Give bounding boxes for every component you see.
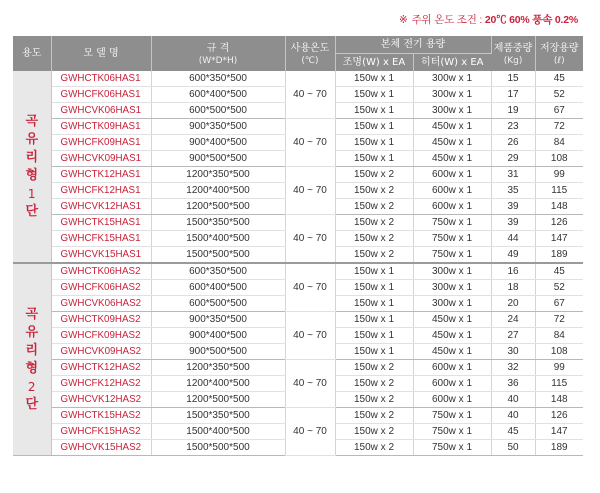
weight-cell: 49 (491, 247, 535, 264)
storage-capacity-cell: 115 (535, 183, 583, 199)
storage-capacity-cell: 108 (535, 151, 583, 167)
size-cell: 1500*500*500 (151, 440, 285, 456)
weight-cell: 27 (491, 328, 535, 344)
storage-capacity-cell: 148 (535, 392, 583, 408)
light-capacity-cell: 150w x 2 (335, 360, 413, 376)
table-row (13, 263, 583, 280)
temp-range-cell: 40 ~ 70 (285, 71, 335, 119)
heater-capacity-cell: 300w x 1 (413, 296, 491, 312)
size-cell: 600*500*500 (151, 103, 285, 119)
weight-cell: 44 (491, 231, 535, 247)
weight-cell: 16 (491, 263, 535, 280)
use-category-char: 곡 (25, 306, 39, 322)
use-category-char: 곡 (25, 113, 39, 129)
size-cell: 1500*400*500 (151, 424, 285, 440)
header-model: 모 델 명 (51, 36, 151, 71)
size-cell: 900*500*500 (151, 151, 285, 167)
use-category-char: 리 (25, 342, 39, 358)
light-capacity-cell: 150w x 2 (335, 424, 413, 440)
model-name-cell: GWHCTK12HAS1 (51, 167, 151, 183)
model-name-cell: GWHCVK06HAS2 (51, 296, 151, 312)
use-category-char: 리 (25, 149, 39, 165)
light-capacity-cell: 150w x 1 (335, 87, 413, 103)
heater-capacity-cell: 300w x 1 (413, 280, 491, 296)
size-cell: 1500*350*500 (151, 215, 285, 231)
size-cell: 1500*350*500 (151, 408, 285, 424)
table-row (13, 215, 583, 231)
storage-capacity-cell: 126 (535, 215, 583, 231)
header-weight: 제품중량 (Kg) (491, 36, 535, 71)
storage-capacity-cell: 67 (535, 103, 583, 119)
storage-capacity-cell: 99 (535, 360, 583, 376)
storage-capacity-cell: 45 (535, 71, 583, 87)
header-size-unit: (W*D*H) (198, 55, 238, 66)
size-cell: 1200*500*500 (151, 199, 285, 215)
light-capacity-cell: 150w x 1 (335, 135, 413, 151)
model-name-cell: GWHCTK12HAS2 (51, 360, 151, 376)
weight-cell: 36 (491, 376, 535, 392)
model-name-cell: GWHCFK12HAS1 (51, 183, 151, 199)
header-light: 조명(W) x EA (335, 54, 413, 72)
size-cell: 1500*500*500 (151, 247, 285, 264)
size-cell: 600*350*500 (151, 263, 285, 280)
light-capacity-cell: 150w x 1 (335, 151, 413, 167)
spec-table (13, 36, 583, 456)
light-capacity-cell: 150w x 2 (335, 376, 413, 392)
size-cell: 1500*400*500 (151, 231, 285, 247)
use-category-char: 단 (25, 396, 39, 412)
storage-capacity-cell: 147 (535, 231, 583, 247)
light-capacity-cell: 150w x 1 (335, 263, 413, 280)
size-cell: 900*500*500 (151, 344, 285, 360)
header-size: 규 격 (W*D*H) (151, 36, 285, 71)
size-cell: 1200*350*500 (151, 167, 285, 183)
storage-capacity-cell: 148 (535, 199, 583, 215)
weight-cell: 30 (491, 344, 535, 360)
light-capacity-cell: 150w x 1 (335, 103, 413, 119)
weight-cell: 23 (491, 119, 535, 135)
light-capacity-cell: 150w x 2 (335, 231, 413, 247)
light-capacity-cell: 150w x 1 (335, 344, 413, 360)
storage-capacity-cell: 72 (535, 119, 583, 135)
light-capacity-cell: 150w x 2 (335, 199, 413, 215)
model-name-cell: GWHCVK15HAS2 (51, 440, 151, 456)
size-cell: 1200*350*500 (151, 360, 285, 376)
temp-range-cell: 40 ~ 70 (285, 408, 335, 456)
heater-capacity-cell: 300w x 1 (413, 263, 491, 280)
use-category-char: 2 (27, 379, 36, 394)
model-name-cell: GWHCVK09HAS1 (51, 151, 151, 167)
weight-cell: 26 (491, 135, 535, 151)
ambient-condition-note (399, 12, 578, 27)
weight-cell: 18 (491, 280, 535, 296)
use-category-char: 유 (25, 131, 39, 147)
note-label: 주위 온도 조건 : (411, 14, 485, 26)
weight-cell: 35 (491, 183, 535, 199)
header-use: 용도 (13, 36, 51, 71)
heater-capacity-cell: 750w x 1 (413, 408, 491, 424)
model-name-cell: GWHCTK06HAS1 (51, 71, 151, 87)
storage-capacity-cell: 147 (535, 424, 583, 440)
size-cell: 900*350*500 (151, 312, 285, 328)
size-cell: 600*400*500 (151, 87, 285, 103)
table-row (13, 408, 583, 424)
model-name-cell: GWHCFK12HAS2 (51, 376, 151, 392)
size-cell: 1200*500*500 (151, 392, 285, 408)
light-capacity-cell: 150w x 1 (335, 296, 413, 312)
model-name-cell: GWHCFK09HAS2 (51, 328, 151, 344)
model-name-cell: GWHCTK09HAS2 (51, 312, 151, 328)
heater-capacity-cell: 450w x 1 (413, 119, 491, 135)
table-row (13, 167, 583, 183)
storage-capacity-cell: 99 (535, 167, 583, 183)
weight-cell: 45 (491, 424, 535, 440)
use-category-char: 단 (25, 203, 39, 219)
model-name-cell: GWHCVK12HAS2 (51, 392, 151, 408)
heater-capacity-cell: 300w x 1 (413, 87, 491, 103)
heater-capacity-cell: 600w x 1 (413, 376, 491, 392)
light-capacity-cell: 150w x 1 (335, 119, 413, 135)
model-name-cell: GWHCFK09HAS1 (51, 135, 151, 151)
heater-capacity-cell: 450w x 1 (413, 344, 491, 360)
light-capacity-cell: 150w x 2 (335, 440, 413, 456)
model-name-cell: GWHCTK15HAS1 (51, 215, 151, 231)
weight-cell: 31 (491, 167, 535, 183)
table-header (13, 36, 583, 71)
model-name-cell: GWHCFK06HAS1 (51, 87, 151, 103)
use-category-char: 1 (27, 186, 36, 201)
section-2-body (13, 263, 583, 456)
size-cell: 900*400*500 (151, 135, 285, 151)
heater-capacity-cell: 600w x 1 (413, 183, 491, 199)
light-capacity-cell: 150w x 2 (335, 392, 413, 408)
section-1-body (13, 71, 583, 263)
model-name-cell: GWHCVK09HAS2 (51, 344, 151, 360)
header-capacity: 저장용량 (ℓ) (535, 36, 583, 71)
storage-capacity-cell: 84 (535, 135, 583, 151)
header-temp-unit: (℃) (301, 55, 319, 66)
heater-capacity-cell: 750w x 1 (413, 440, 491, 456)
temp-range-cell: 40 ~ 70 (285, 215, 335, 264)
light-capacity-cell: 150w x 1 (335, 280, 413, 296)
size-cell: 600*350*500 (151, 71, 285, 87)
light-capacity-cell: 150w x 2 (335, 247, 413, 264)
light-capacity-cell: 150w x 2 (335, 183, 413, 199)
size-cell: 900*400*500 (151, 328, 285, 344)
model-name-cell: GWHCFK15HAS1 (51, 231, 151, 247)
size-cell: 1200*400*500 (151, 376, 285, 392)
light-capacity-cell: 150w x 1 (335, 71, 413, 87)
header-heater: 히터(W) x EA (413, 54, 491, 72)
heater-capacity-cell: 600w x 1 (413, 392, 491, 408)
light-capacity-cell: 150w x 2 (335, 167, 413, 183)
heater-capacity-cell: 750w x 1 (413, 247, 491, 264)
storage-capacity-cell: 126 (535, 408, 583, 424)
weight-cell: 20 (491, 296, 535, 312)
heater-capacity-cell: 450w x 1 (413, 312, 491, 328)
temp-range-cell: 40 ~ 70 (285, 167, 335, 215)
model-name-cell: GWHCVK15HAS1 (51, 247, 151, 264)
weight-cell: 40 (491, 392, 535, 408)
heater-capacity-cell: 750w x 1 (413, 231, 491, 247)
weight-cell: 50 (491, 440, 535, 456)
table-row (13, 71, 583, 87)
storage-capacity-cell: 52 (535, 87, 583, 103)
weight-cell: 24 (491, 312, 535, 328)
use-category-char: 형 (25, 167, 39, 183)
note-mark: ※ (398, 14, 408, 26)
temp-range-cell: 40 ~ 70 (285, 360, 335, 408)
heater-capacity-cell: 750w x 1 (413, 215, 491, 231)
heater-capacity-cell: 750w x 1 (413, 424, 491, 440)
header-temp: 사용온도 (℃) (285, 36, 335, 71)
storage-capacity-cell: 108 (535, 344, 583, 360)
table-row (13, 312, 583, 328)
model-name-cell: GWHCTK09HAS1 (51, 119, 151, 135)
use-category-cell (13, 263, 51, 456)
storage-capacity-cell: 72 (535, 312, 583, 328)
size-cell: 600*500*500 (151, 296, 285, 312)
weight-cell: 15 (491, 71, 535, 87)
header-power: 본체 전기 용량 (335, 36, 491, 54)
storage-capacity-cell: 115 (535, 376, 583, 392)
storage-capacity-cell: 67 (535, 296, 583, 312)
heater-capacity-cell: 600w x 1 (413, 360, 491, 376)
storage-capacity-cell: 189 (535, 247, 583, 264)
light-capacity-cell: 150w x 2 (335, 408, 413, 424)
use-category-cell (13, 71, 51, 263)
storage-capacity-cell: 45 (535, 263, 583, 280)
weight-cell: 29 (491, 151, 535, 167)
model-name-cell: GWHCVK06HAS1 (51, 103, 151, 119)
storage-capacity-cell: 84 (535, 328, 583, 344)
heater-capacity-cell: 300w x 1 (413, 103, 491, 119)
weight-cell: 39 (491, 199, 535, 215)
use-category-char: 형 (25, 360, 39, 376)
heater-capacity-cell: 450w x 1 (413, 135, 491, 151)
size-cell: 600*400*500 (151, 280, 285, 296)
weight-cell: 19 (491, 103, 535, 119)
temp-range-cell: 40 ~ 70 (285, 312, 335, 360)
header-weight-unit: (Kg) (503, 55, 523, 66)
note-condition: 20℃ 60% 풍속 0.2% (484, 14, 578, 26)
heater-capacity-cell: 600w x 1 (413, 167, 491, 183)
size-cell: 900*350*500 (151, 119, 285, 135)
heater-capacity-cell: 300w x 1 (413, 71, 491, 87)
light-capacity-cell: 150w x 1 (335, 328, 413, 344)
heater-capacity-cell: 450w x 1 (413, 151, 491, 167)
weight-cell: 39 (491, 215, 535, 231)
temp-range-cell: 40 ~ 70 (285, 263, 335, 312)
weight-cell: 17 (491, 87, 535, 103)
temp-range-cell: 40 ~ 70 (285, 119, 335, 167)
light-capacity-cell: 150w x 2 (335, 215, 413, 231)
header-capacity-unit: (ℓ) (553, 55, 565, 66)
model-name-cell: GWHCTK06HAS2 (51, 263, 151, 280)
model-name-cell: GWHCVK12HAS1 (51, 199, 151, 215)
use-category-char: 유 (25, 324, 39, 340)
heater-capacity-cell: 450w x 1 (413, 328, 491, 344)
model-name-cell: GWHCFK06HAS2 (51, 280, 151, 296)
model-name-cell: GWHCFK15HAS2 (51, 424, 151, 440)
model-name-cell: GWHCTK15HAS2 (51, 408, 151, 424)
size-cell: 1200*400*500 (151, 183, 285, 199)
storage-capacity-cell: 52 (535, 280, 583, 296)
table-row (13, 360, 583, 376)
weight-cell: 32 (491, 360, 535, 376)
storage-capacity-cell: 189 (535, 440, 583, 456)
table-row (13, 119, 583, 135)
heater-capacity-cell: 600w x 1 (413, 199, 491, 215)
weight-cell: 40 (491, 408, 535, 424)
light-capacity-cell: 150w x 1 (335, 312, 413, 328)
